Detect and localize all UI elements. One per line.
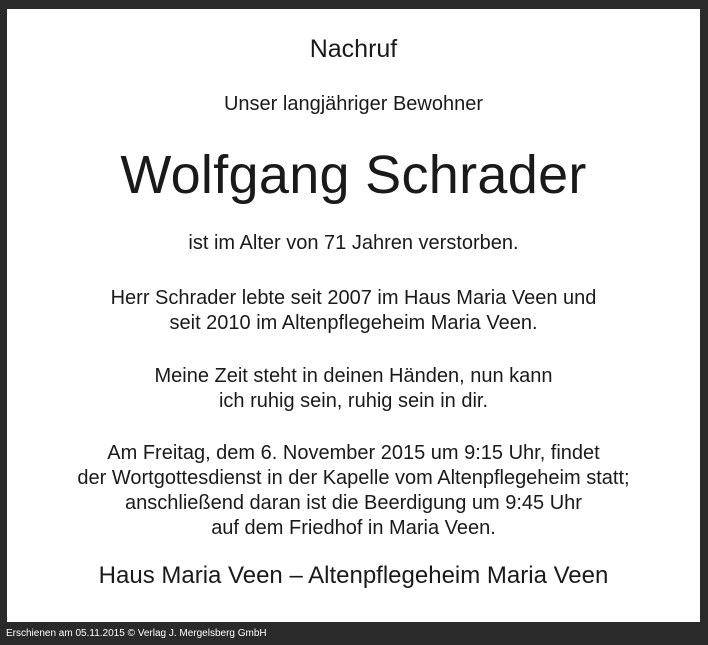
text-line: Meine Zeit steht in deinen Händen, nun kann: [154, 365, 553, 387]
text-line: seit 2010 im Altenpflegeheim Maria Veen.: [169, 312, 538, 334]
quote-paragraph: [7, 364, 700, 414]
text-line: ist im Alter von 71 Jahren verstorben.: [188, 232, 519, 254]
obituary-notice: [7, 9, 700, 622]
service-paragraph: [7, 441, 700, 541]
text-line: Am Freitag, dem 6. November 2015 um 9:15 Uhr, findet: [107, 442, 600, 464]
text-line: anschließend daran ist die Beerdigung um 9:45 Uhr: [125, 492, 582, 514]
notice-subheading: Unser langjähriger Bewohner: [223, 93, 484, 115]
text-line: auf dem Friedhof in Maria Veen.: [211, 517, 496, 539]
text-line: ich ruhig sein, ruhig sein in dir.: [218, 390, 489, 412]
age-paragraph: [7, 231, 700, 256]
deceased-name: Wolfgang Schrader: [120, 145, 587, 205]
text-line: Herr Schrader lebte seit 2007 im Haus Maria Veen und: [110, 287, 597, 309]
notice-heading: Nachruf: [309, 35, 398, 63]
signature: Haus Maria Veen – Altenpflegeheim Maria Veen: [98, 562, 609, 589]
residence-paragraph: [7, 286, 700, 336]
text-line: der Wortgottesdienst in der Kapelle vom Altenpflegeheim statt;: [77, 467, 630, 489]
publication-credit: Erschienen am 05.11.2015 © Verlag J. Mergelsberg GmbH: [6, 628, 267, 639]
